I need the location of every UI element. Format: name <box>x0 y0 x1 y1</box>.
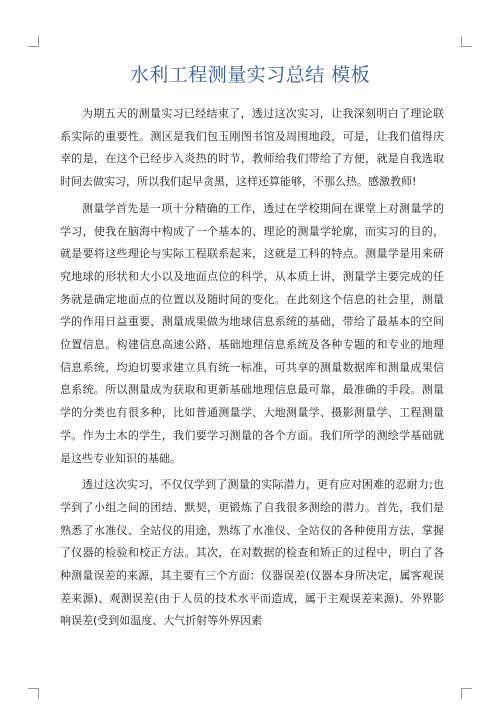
document-title: 水利工程测量实习总结 模板 <box>129 64 371 86</box>
crop-mark-top-right <box>461 36 472 47</box>
paragraph-1: 为期五天的测量实习已经结束了，透过这次实习，让我深刻明白了理论联系实际的重要性。测区是我们包玉刚图书馆及周围地段，可是，让我们值得庆幸的是，在这个已经步入炎热的时节，教师给我们带给了方便，就是自我选取时间去做实习，所以我们起早贪黑，这样还算能够，不那么热。感激教师! <box>60 107 444 189</box>
crop-mark-top-left <box>28 36 39 47</box>
paragraph-3: 透过这次实习，不仅仅学到了测量的实际潜力，更有应对困难的忍耐力;也学到了小组之间的团结、默契，更锻炼了自我很多测绘的潜力。首先，我们是熟悉了水准仪、全站仪的用途，熟练了水准仪、全站仪的各种使用方法，掌握了仪器的检验和校正方法。其次，在对数据的检查和矫正的过程中，明白了各种测量误差的来源，其主要有三个方面：仪器误差(仪器本身所决定，属客观误差来源)、观测误差(由于人员的技术水平而造成，属于主观误差来源)、外界影响误差(受到如温度、大气折射等外界因素 <box>60 478 444 628</box>
crop-mark-bottom-right <box>461 688 472 699</box>
crop-mark-bottom-left <box>28 688 39 699</box>
document-body <box>60 103 444 637</box>
paragraph-2: 测量学首先是一项十分精确的工作，透过在学校期间在课堂上对测量学的学习，使我在脑海中构成了一个基本的、理论的测量学轮廓，而实习的目的，就是要将这些理论与实际工程联系起来，这就是工科的特点。测量学是用来研究地球的形状和大小以及地面点位的科学，从本质上讲，测量学主要完成的任务就是确定地面点的位置以及随时间的变化。在此刻这个信息的社会里，测量学的作用日益重要，测量成果做为地球信息系统的基础，带给了最基本的空间位置信息。构建信息高速公路、基础地理信息系统及各种专题的和专业的地理信息系统，均迫切要求建立具有统一标准，可共享的测量数据库和测量成果信息系统。所以测量成为获取和更新基础地理信息最可靠，最准确的手段。测量学的分类也有很多种，比如普通测量学、大地测量学、摄影测量学、工程测量学。作为土木的学生，我们要学习测量的各个方面。我们所学的测绘学基础就是这些专业知识的基础。 <box>60 201 444 465</box>
